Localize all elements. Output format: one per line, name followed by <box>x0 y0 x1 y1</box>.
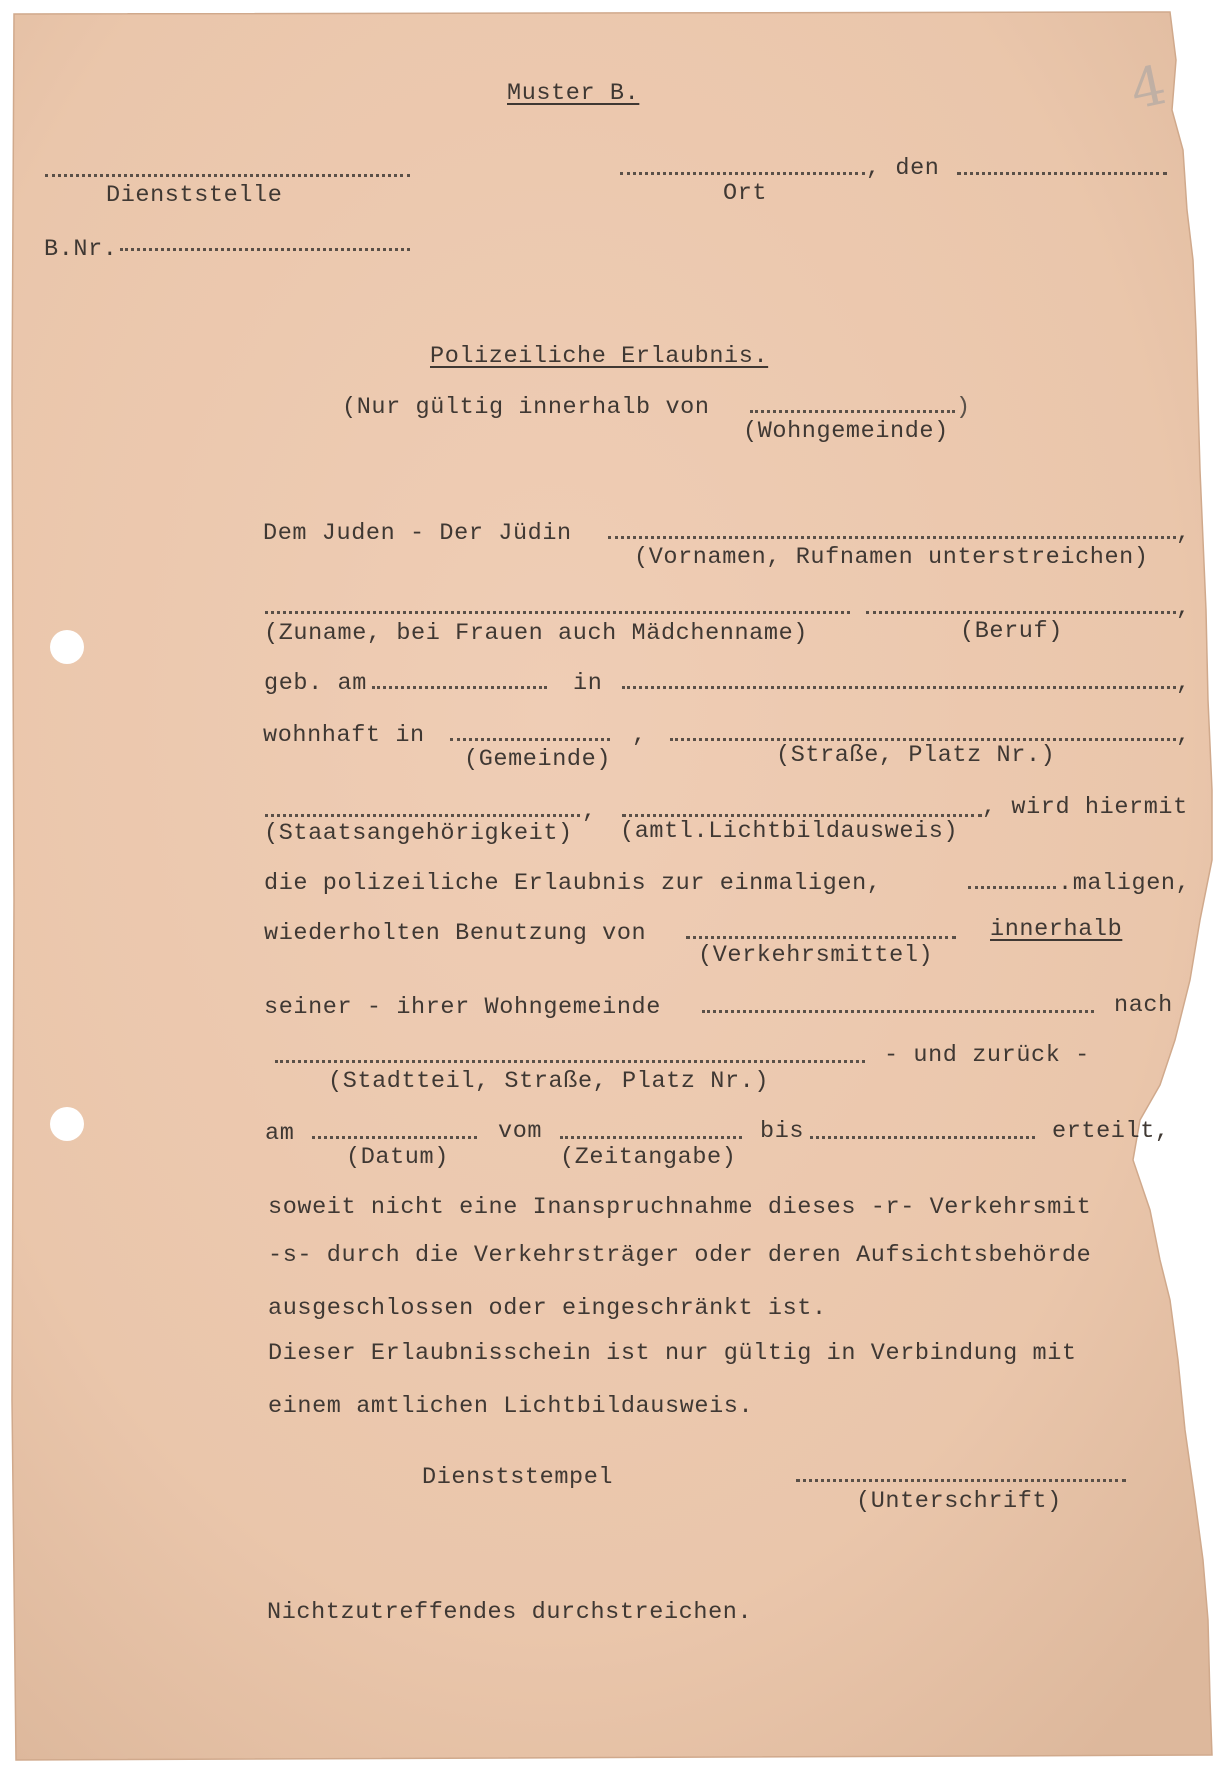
birthplace-comma: , <box>1176 670 1191 697</box>
datum-label: (Datum) <box>346 1144 449 1171</box>
wohngemeinde-label: (Wohngemeinde) <box>743 418 949 445</box>
wohnhaft-label: wohnhaft in <box>263 722 425 749</box>
den-label: , den <box>866 155 940 182</box>
unterschrift-label: (Unterschrift) <box>856 1488 1062 1515</box>
geb-label: geb. am <box>264 670 367 697</box>
bnr-field-dots <box>120 248 410 251</box>
innerhalb-label: innerhalb <box>990 916 1123 943</box>
stadtteil-field-dots <box>275 1060 865 1063</box>
vom-label: vom <box>498 1118 543 1145</box>
footnote: Nichtzutreffendes durchstreichen. <box>267 1599 753 1626</box>
date-field-dots <box>957 172 1167 175</box>
ausweis-field-dots <box>622 814 982 817</box>
am-label: am <box>265 1120 295 1147</box>
dienststempel-label: Dienststempel <box>422 1464 614 1491</box>
gemeinde-field-dots <box>450 738 610 741</box>
zuname-field-dots <box>265 611 850 614</box>
gemeinde-label: (Gemeinde) <box>464 746 612 773</box>
strasse-field-dots <box>670 738 1176 741</box>
datum-field-dots <box>312 1136 477 1139</box>
condition-line-4: Dieser Erlaubnisschein ist nur gültig in Verbindung mit <box>268 1340 1077 1367</box>
condition-line-3: ausgeschlossen oder eingeschränkt ist. <box>268 1295 827 1322</box>
punch-hole-bottom <box>50 1107 84 1141</box>
birthplace-in-label: in <box>573 670 603 697</box>
pencil-page-number: 4 <box>1124 53 1172 122</box>
wohngemeinde-field-dots <box>750 410 955 413</box>
permission-line-3: seiner - ihrer Wohngemeinde <box>264 994 661 1021</box>
form-title: Muster B. <box>507 80 640 107</box>
condition-line-2: -s- durch die Verkehrsträger oder deren Aufsichtsbehörde <box>268 1242 1092 1269</box>
condition-line-5: einem amtlichen Lichtbildausweis. <box>268 1393 754 1420</box>
dienststelle-label: Dienststelle <box>106 182 283 209</box>
zuname-label: (Zuname, bei Frauen auch Mädchenname) <box>264 620 808 647</box>
permission-line-2: wiederholten Benutzung von <box>264 920 647 947</box>
dienststelle-field-dots <box>45 174 410 177</box>
staatsangehoerigkeit-field-dots <box>265 814 580 817</box>
wird-hiermit-label: , wird hiermit <box>982 794 1188 821</box>
validity-line: (Nur gültig innerhalb von <box>342 394 710 421</box>
vornamen-field-dots <box>608 536 1176 539</box>
validity-close-paren: ) <box>956 394 971 421</box>
permission-line-1: die polizeiliche Erlaubnis zur einmaligen, <box>264 870 882 897</box>
zeit-from-field-dots <box>560 1136 742 1139</box>
beruf-comma: , <box>1176 595 1191 622</box>
bis-label: bis <box>760 1118 805 1145</box>
stadtteil-label: (Stadtteil, Straße, Platz Nr.) <box>328 1068 770 1095</box>
unterschrift-field-dots <box>796 1479 1126 1482</box>
vornamen-comma: , <box>1176 520 1191 547</box>
erteilt-label: erteilt, <box>1052 1118 1170 1145</box>
vornamen-label: (Vornamen, Rufnamen unterstreichen) <box>634 544 1149 571</box>
birthplace-field-dots <box>622 686 1176 689</box>
bnr-label: B.Nr. <box>44 236 118 263</box>
staatsangehoerigkeit-label: (Staatsangehörigkeit) <box>264 820 573 847</box>
maligen-field-dots <box>968 886 1056 889</box>
gemeinde-comma: , <box>632 722 647 749</box>
und-zurueck-label: - und zurück - <box>884 1042 1090 1069</box>
zeitangabe-label: (Zeitangabe) <box>560 1144 737 1171</box>
ausweis-label: (amtl.Lichtbildausweis) <box>620 818 959 845</box>
maligen-label: .maligen, <box>1058 870 1191 897</box>
permit-heading: Polizeiliche Erlaubnis. <box>430 343 769 370</box>
zeit-to-field-dots <box>810 1136 1035 1139</box>
recipient-prefix: Dem Juden - Der Jüdin <box>263 520 572 547</box>
ort-field-dots <box>620 172 865 175</box>
condition-line-1: soweit nicht eine Inanspruchnahme dieses -r- Verkehrsmit <box>268 1194 1092 1221</box>
nach-label: nach <box>1114 992 1173 1019</box>
ort-label: Ort <box>723 180 768 207</box>
birthdate-field-dots <box>372 686 547 689</box>
beruf-field-dots <box>866 611 1176 614</box>
strasse-comma: , <box>1176 722 1191 749</box>
strasse-label: (Straße, Platz Nr.) <box>776 742 1056 769</box>
staat-comma: , <box>582 798 597 825</box>
beruf-label: (Beruf) <box>960 618 1063 645</box>
wohngemeinde-destination-dots <box>702 1010 1094 1013</box>
verkehrsmittel-field-dots <box>686 936 956 939</box>
punch-hole-top <box>50 630 84 664</box>
verkehrsmittel-label: (Verkehrsmittel) <box>698 942 934 969</box>
